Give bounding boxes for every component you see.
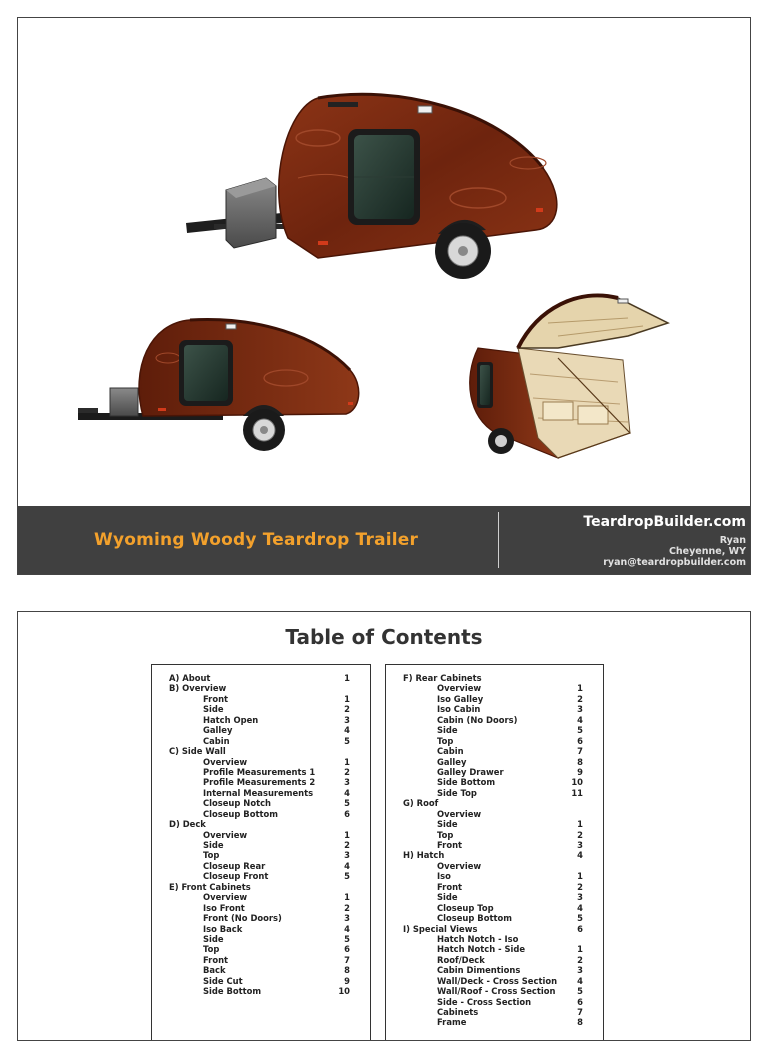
toc-entry[interactable] [152, 976, 370, 986]
toc-entry-page: 3 [577, 892, 583, 903]
toc-entry[interactable] [386, 757, 603, 767]
toc-entry-label: Front [203, 693, 229, 704]
toc-entry-page: 4 [577, 850, 583, 861]
toc-entry[interactable] [386, 1007, 603, 1017]
toc-entry-page: 3 [577, 704, 583, 715]
toc-entry-label: Internal Measurements [203, 787, 314, 798]
toc-entry-label: Closeup Bottom [203, 808, 278, 819]
toc-entry-page: 1 [344, 673, 350, 683]
toc-entry-page: 3 [344, 777, 350, 788]
toc-entry-label: I) Special Views [403, 923, 478, 934]
toc-entry-page: 2 [577, 954, 583, 965]
toc-entry[interactable] [152, 788, 370, 798]
toc-entry-label: Overview [203, 829, 248, 840]
toc-entry-label: Hatch Notch - Iso [437, 933, 519, 944]
toc-entry-page: 6 [577, 923, 583, 934]
toc-entry[interactable] [152, 934, 370, 944]
toc-entry-label: Frame [437, 1017, 467, 1028]
toc-entry[interactable] [386, 683, 603, 693]
toc-entry[interactable] [386, 924, 603, 934]
toc-entry-page: 8 [344, 965, 350, 976]
toc-entry[interactable] [386, 694, 603, 704]
toc-entry[interactable] [386, 746, 603, 756]
toc-entry-page: 6 [344, 944, 350, 955]
toc-entry-page: 4 [577, 902, 583, 913]
toc-column-left [151, 664, 371, 1041]
toc-entry-label: Wall/Roof - Cross Section [437, 986, 556, 997]
toc-entry[interactable] [386, 819, 603, 829]
toc-list-left [152, 673, 370, 997]
toc-entry-page: 1 [577, 683, 583, 694]
toc-entry[interactable] [152, 809, 370, 819]
toc-entry[interactable] [152, 892, 370, 902]
toc-entry-label: Overview [437, 808, 482, 819]
toc-entry[interactable] [386, 830, 603, 840]
toc-entry-page: 1 [577, 819, 583, 830]
toc-list-right [386, 673, 603, 1028]
toc-entry-page: 3 [577, 840, 583, 850]
toc-entry-page: 2 [577, 829, 583, 840]
toc-entry[interactable] [152, 871, 370, 881]
toc-entry-page: 5 [344, 933, 350, 944]
toc-entry-label: Front [437, 881, 463, 892]
toc-entry-page: 4 [577, 714, 583, 725]
toc-entry-label: A) About [169, 673, 211, 683]
toc-entry-label: Side [437, 892, 458, 903]
toc-entry[interactable] [152, 944, 370, 954]
toc-entry[interactable] [152, 673, 370, 683]
toc-entry-page: 7 [577, 1007, 583, 1017]
toc-entry[interactable] [386, 903, 603, 913]
toc-entry-label: Iso Back [203, 923, 243, 934]
toc-entry-label: D) Deck [169, 819, 206, 830]
toc-entry-label: Side Top [437, 787, 477, 798]
toc-entry-label: Closeup Bottom [437, 913, 512, 924]
toc-entry-page: 4 [344, 923, 350, 934]
toc-entry[interactable] [386, 725, 603, 735]
toc-entry[interactable] [386, 767, 603, 777]
toc-entry[interactable] [152, 850, 370, 860]
author-name: Ryan [719, 535, 746, 546]
toc-entry-page: 3 [577, 965, 583, 976]
toc-entry-page: 10 [571, 777, 583, 788]
toc-entry-label: Iso Cabin [437, 704, 481, 715]
toc-entry[interactable] [386, 882, 603, 892]
toc-entry-label: Side [437, 819, 458, 830]
toc-entry[interactable] [152, 704, 370, 714]
toc-entry-page: 1 [344, 693, 350, 704]
toc-entry-label: Wall/Deck - Cross Section [437, 975, 558, 986]
toc-entry[interactable] [386, 976, 603, 986]
toc-entry-label: Profile Measurements 2 [203, 777, 316, 788]
toc-entry-page: 9 [577, 766, 583, 777]
toc-entry-page: 2 [344, 766, 350, 777]
toc-entry-page: 6 [344, 808, 350, 819]
toc-entry-label: Side [437, 725, 458, 736]
toc-entry[interactable] [152, 819, 370, 829]
toc-entry[interactable] [152, 746, 370, 756]
toc-entry[interactable] [386, 986, 603, 996]
trailer-iso-front [186, 94, 557, 279]
toc-entry-label: Cabin [203, 735, 230, 746]
toc-entry-page: 5 [344, 735, 350, 746]
toc-entry[interactable] [386, 809, 603, 819]
toc-entry-page: 8 [577, 756, 583, 767]
toc-entry[interactable] [152, 777, 370, 787]
toc-entry-label: Side Cut [203, 975, 243, 986]
toc-entry-label: Cabin (No Doors) [437, 714, 518, 725]
toc-entry-label: Cabinets [437, 1007, 479, 1017]
author-location: Cheyenne, WY [668, 546, 746, 557]
toc-entry[interactable] [386, 777, 603, 787]
toc-entry[interactable] [152, 955, 370, 965]
toc-entry-page: 6 [577, 996, 583, 1007]
toc-entry-label: G) Roof [403, 798, 439, 809]
toc-entry-label: Iso [437, 871, 451, 882]
toc-entry-label: Galley [203, 725, 233, 736]
toc-entry[interactable] [152, 683, 370, 693]
toc-entry-page: 5 [344, 798, 350, 809]
toc-entry-page: 1 [577, 871, 583, 882]
toc-entry-label: B) Overview [169, 683, 227, 694]
toc-entry[interactable] [152, 913, 370, 923]
toc-entry-label: H) Hatch [403, 850, 445, 861]
toc-entry[interactable] [386, 798, 603, 808]
toc-entry[interactable] [386, 944, 603, 954]
toc-entry-page: 7 [577, 746, 583, 757]
toc-title: Table of Contents [285, 625, 483, 649]
toc-page [17, 611, 751, 1041]
toc-entry[interactable] [386, 736, 603, 746]
toc-entry-label: Closeup Front [203, 871, 269, 882]
toc-entry-label: Overview [203, 756, 248, 767]
toc-entry-label: Cabin [437, 746, 464, 757]
toc-entry-label: Closeup Top [437, 902, 494, 913]
toc-entry-page: 10 [338, 986, 350, 997]
document-title: Wyoming Woody Teardrop Trailer [94, 530, 419, 550]
toc-entry-label: Side Bottom [437, 777, 496, 788]
toc-entry[interactable] [386, 871, 603, 881]
toc-entry-page: 11 [571, 787, 583, 798]
toc-entry-label: Galley Drawer [437, 766, 504, 777]
toc-entry-label: Side [203, 840, 224, 850]
toc-entry[interactable] [386, 934, 603, 944]
title-divider [498, 512, 499, 568]
toc-entry-page: 5 [577, 725, 583, 736]
toc-entry-page: 7 [344, 954, 350, 965]
toc-entry[interactable] [386, 715, 603, 725]
toc-entry-page: 2 [577, 881, 583, 892]
toc-entry-label: Galley [437, 756, 467, 767]
toc-entry-page: 4 [344, 860, 350, 871]
toc-entry-label: Iso Front [203, 902, 245, 913]
toc-entry-page: 2 [344, 840, 350, 850]
toc-entry-page: 1 [344, 892, 350, 903]
toc-entry-label: Cabin Dimentions [437, 965, 521, 976]
toc-entry[interactable] [152, 924, 370, 934]
trailer-illustrations [18, 18, 750, 506]
toc-entry[interactable] [386, 788, 603, 798]
toc-entry[interactable] [152, 903, 370, 913]
toc-entry-page: 8 [577, 1017, 583, 1028]
toc-entry-label: Closeup Rear [203, 860, 266, 871]
toc-entry-label: Front (No Doors) [203, 913, 282, 924]
toc-entry[interactable] [386, 892, 603, 902]
toc-entry-label: E) Front Cabinets [169, 881, 251, 892]
toc-entry[interactable] [386, 997, 603, 1007]
toc-entry-label: Side [203, 704, 224, 715]
author-email[interactable]: ryan@teardropbuilder.com [603, 557, 746, 568]
toc-entry-label: Overview [437, 683, 482, 694]
toc-entry-page: 1 [344, 829, 350, 840]
toc-entry[interactable] [152, 694, 370, 704]
toc-entry-label: Closeup Notch [203, 798, 272, 809]
toc-entry[interactable] [152, 725, 370, 735]
toc-entry-label: Side - Cross Section [437, 996, 532, 1007]
toc-entry-label: Side [203, 933, 224, 944]
toc-entry[interactable] [152, 965, 370, 975]
toc-entry-page: 3 [344, 850, 350, 861]
toc-entry[interactable] [386, 965, 603, 975]
site-name[interactable]: TeardropBuilder.com [583, 514, 746, 530]
toc-entry[interactable] [152, 840, 370, 850]
toc-entry-label: Hatch Open [203, 714, 259, 725]
toc-entry-page: 4 [344, 725, 350, 736]
toc-entry[interactable] [152, 798, 370, 808]
toc-entry[interactable] [152, 986, 370, 996]
toc-entry-label: F) Rear Cabinets [403, 673, 482, 683]
toc-entry[interactable] [152, 830, 370, 840]
toc-entry-label: Profile Measurements 1 [203, 766, 316, 777]
toc-entry-page: 2 [344, 902, 350, 913]
toc-entry-page: 3 [344, 714, 350, 725]
toc-entry[interactable] [152, 757, 370, 767]
toc-entry[interactable] [152, 736, 370, 746]
trailer-side [78, 319, 359, 451]
toc-column-right [385, 664, 604, 1041]
toc-entry[interactable] [152, 882, 370, 892]
toc-entry[interactable] [386, 955, 603, 965]
toc-entry[interactable] [386, 673, 603, 683]
toc-entry-label: Top [203, 850, 220, 861]
trailer-hatch-open [470, 295, 668, 458]
toc-entry-label: Hatch Notch - Side [437, 944, 526, 955]
toc-entry-page: 1 [344, 756, 350, 767]
toc-entry[interactable] [386, 840, 603, 850]
title-bar [18, 506, 750, 574]
toc-entry-label: C) Side Wall [169, 746, 226, 757]
toc-entry-page: 6 [577, 735, 583, 746]
toc-entry[interactable] [152, 715, 370, 725]
toc-entry[interactable] [386, 861, 603, 871]
toc-entry-page: 3 [344, 913, 350, 924]
toc-entry-label: Front [203, 954, 229, 965]
toc-entry[interactable] [386, 704, 603, 714]
toc-entry-label: Front [437, 840, 463, 850]
cover-page [17, 17, 751, 575]
toc-entry-page: 2 [577, 693, 583, 704]
toc-entry[interactable] [152, 861, 370, 871]
toc-entry-label: Overview [203, 892, 248, 903]
toc-entry[interactable] [386, 850, 603, 860]
toc-entry-label: Roof/Deck [437, 954, 485, 965]
toc-entry-label: Top [437, 829, 454, 840]
toc-entry-page: 9 [344, 975, 350, 986]
toc-entry-label: Overview [437, 860, 482, 871]
toc-entry-page: 5 [344, 871, 350, 882]
toc-entry-page: 1 [577, 944, 583, 955]
toc-entry-label: Iso Galley [437, 693, 484, 704]
toc-entry[interactable] [386, 913, 603, 923]
toc-entry-label: Back [203, 965, 226, 976]
toc-entry[interactable] [152, 767, 370, 777]
toc-entry[interactable] [386, 1017, 603, 1027]
toc-entry-page: 4 [344, 787, 350, 798]
toc-entry-page: 5 [577, 986, 583, 997]
toc-entry-page: 4 [577, 975, 583, 986]
toc-entry-page: 2 [344, 704, 350, 715]
toc-entry-label: Top [203, 944, 220, 955]
toc-entry-page: 5 [577, 913, 583, 924]
toc-entry-label: Side Bottom [203, 986, 262, 997]
toc-entry-label: Top [437, 735, 454, 746]
